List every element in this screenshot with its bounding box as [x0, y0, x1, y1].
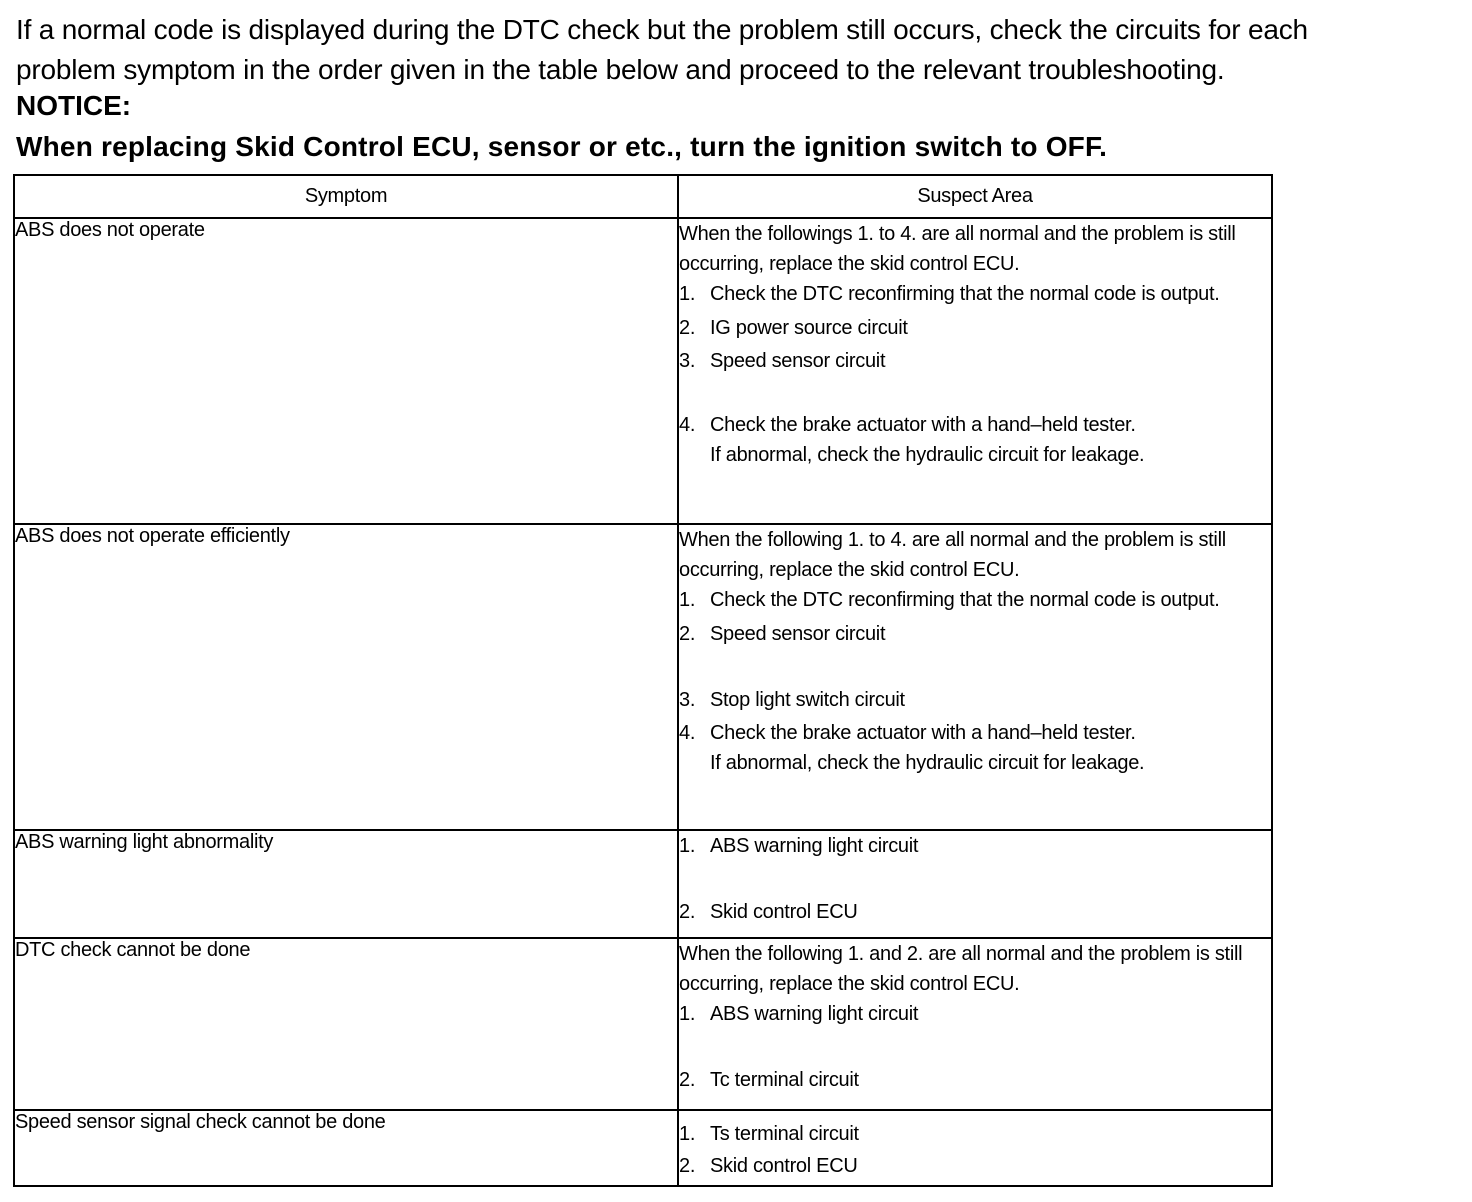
suspect-area-cell [678, 218, 1272, 524]
symptom-cell: ABS does not operate [14, 218, 678, 524]
intro-line-1: If a normal code is displayed during the DTC check but the problem still occurs, check the circuits for each [16, 14, 1308, 45]
suspect-area-cell [678, 938, 1272, 1110]
step-item: 1. ABS warning light circuit [679, 835, 919, 857]
step-item: 2. Speed sensor circuit [679, 623, 886, 645]
intro-paragraph [16, 10, 1461, 90]
step-item: 2. IG power source circuit [679, 317, 908, 339]
step-item: 3. Stop light switch circuit [679, 689, 905, 711]
step-item: 3. Speed sensor circuit [679, 350, 886, 372]
suspect-area-cell [678, 1110, 1272, 1186]
table-row [14, 524, 1272, 830]
step-item: 4. Check the brake actuator with a hand–held tester. If abnormal, check the hydraulic circuit for leakage. [679, 414, 1145, 466]
step-item: 1. Ts terminal circuit [679, 1123, 859, 1145]
suspect-lead-text: When the followings 1. to 4. are all normal and the problem is still occurring, replace the skid control ECU. [679, 223, 1236, 275]
symptom-table [13, 174, 1273, 1187]
notice-heading: NOTICE: [16, 90, 132, 121]
notice-body: When replacing Skid Control ECU, sensor or etc., turn the ignition switch to OFF. [16, 131, 1108, 162]
step-item: 2. Tc terminal circuit [679, 1069, 859, 1091]
suspect-area-column-header: Suspect Area [678, 175, 1272, 218]
step-item: 2. Skid control ECU [679, 1155, 858, 1177]
step-item: 1. Check the DTC reconfirming that the normal code is output. [679, 589, 1220, 611]
intro-line-2: problem symptom in the order given in the table below and proceed to the relevant troubleshooting. [16, 54, 1225, 85]
suspect-area-cell [678, 830, 1272, 938]
suspect-steps [679, 999, 1271, 1095]
suspect-steps [679, 1119, 1271, 1181]
symptom-column-header: Symptom [14, 175, 678, 218]
step-item: 2. Skid control ECU [679, 901, 858, 923]
suspect-steps [679, 831, 1271, 927]
suspect-steps [679, 585, 1271, 778]
step-item: 1. ABS warning light circuit [679, 1003, 919, 1025]
suspect-lead-text: When the following 1. to 4. are all normal and the problem is still occurring, replace the skid control ECU. [679, 529, 1226, 581]
table-header-row [14, 175, 1272, 218]
suspect-lead-text: When the following 1. and 2. are all normal and the problem is still occurring, replace the skid control ECU. [679, 943, 1243, 995]
table-row [14, 218, 1272, 524]
table-row [14, 1110, 1272, 1186]
table-row [14, 830, 1272, 938]
symptom-cell: DTC check cannot be done [14, 938, 678, 1110]
symptom-cell: ABS warning light abnormality [14, 830, 678, 938]
suspect-area-cell [678, 524, 1272, 830]
table-row [14, 938, 1272, 1110]
step-item: 4. Check the brake actuator with a hand–held tester. If abnormal, check the hydraulic circuit for leakage. [679, 722, 1145, 774]
symptom-cell: ABS does not operate efficiently [14, 524, 678, 830]
step-item: 1. Check the DTC reconfirming that the normal code is output. [679, 283, 1220, 305]
suspect-steps [679, 279, 1271, 470]
symptom-cell: Speed sensor signal check cannot be done [14, 1110, 678, 1186]
